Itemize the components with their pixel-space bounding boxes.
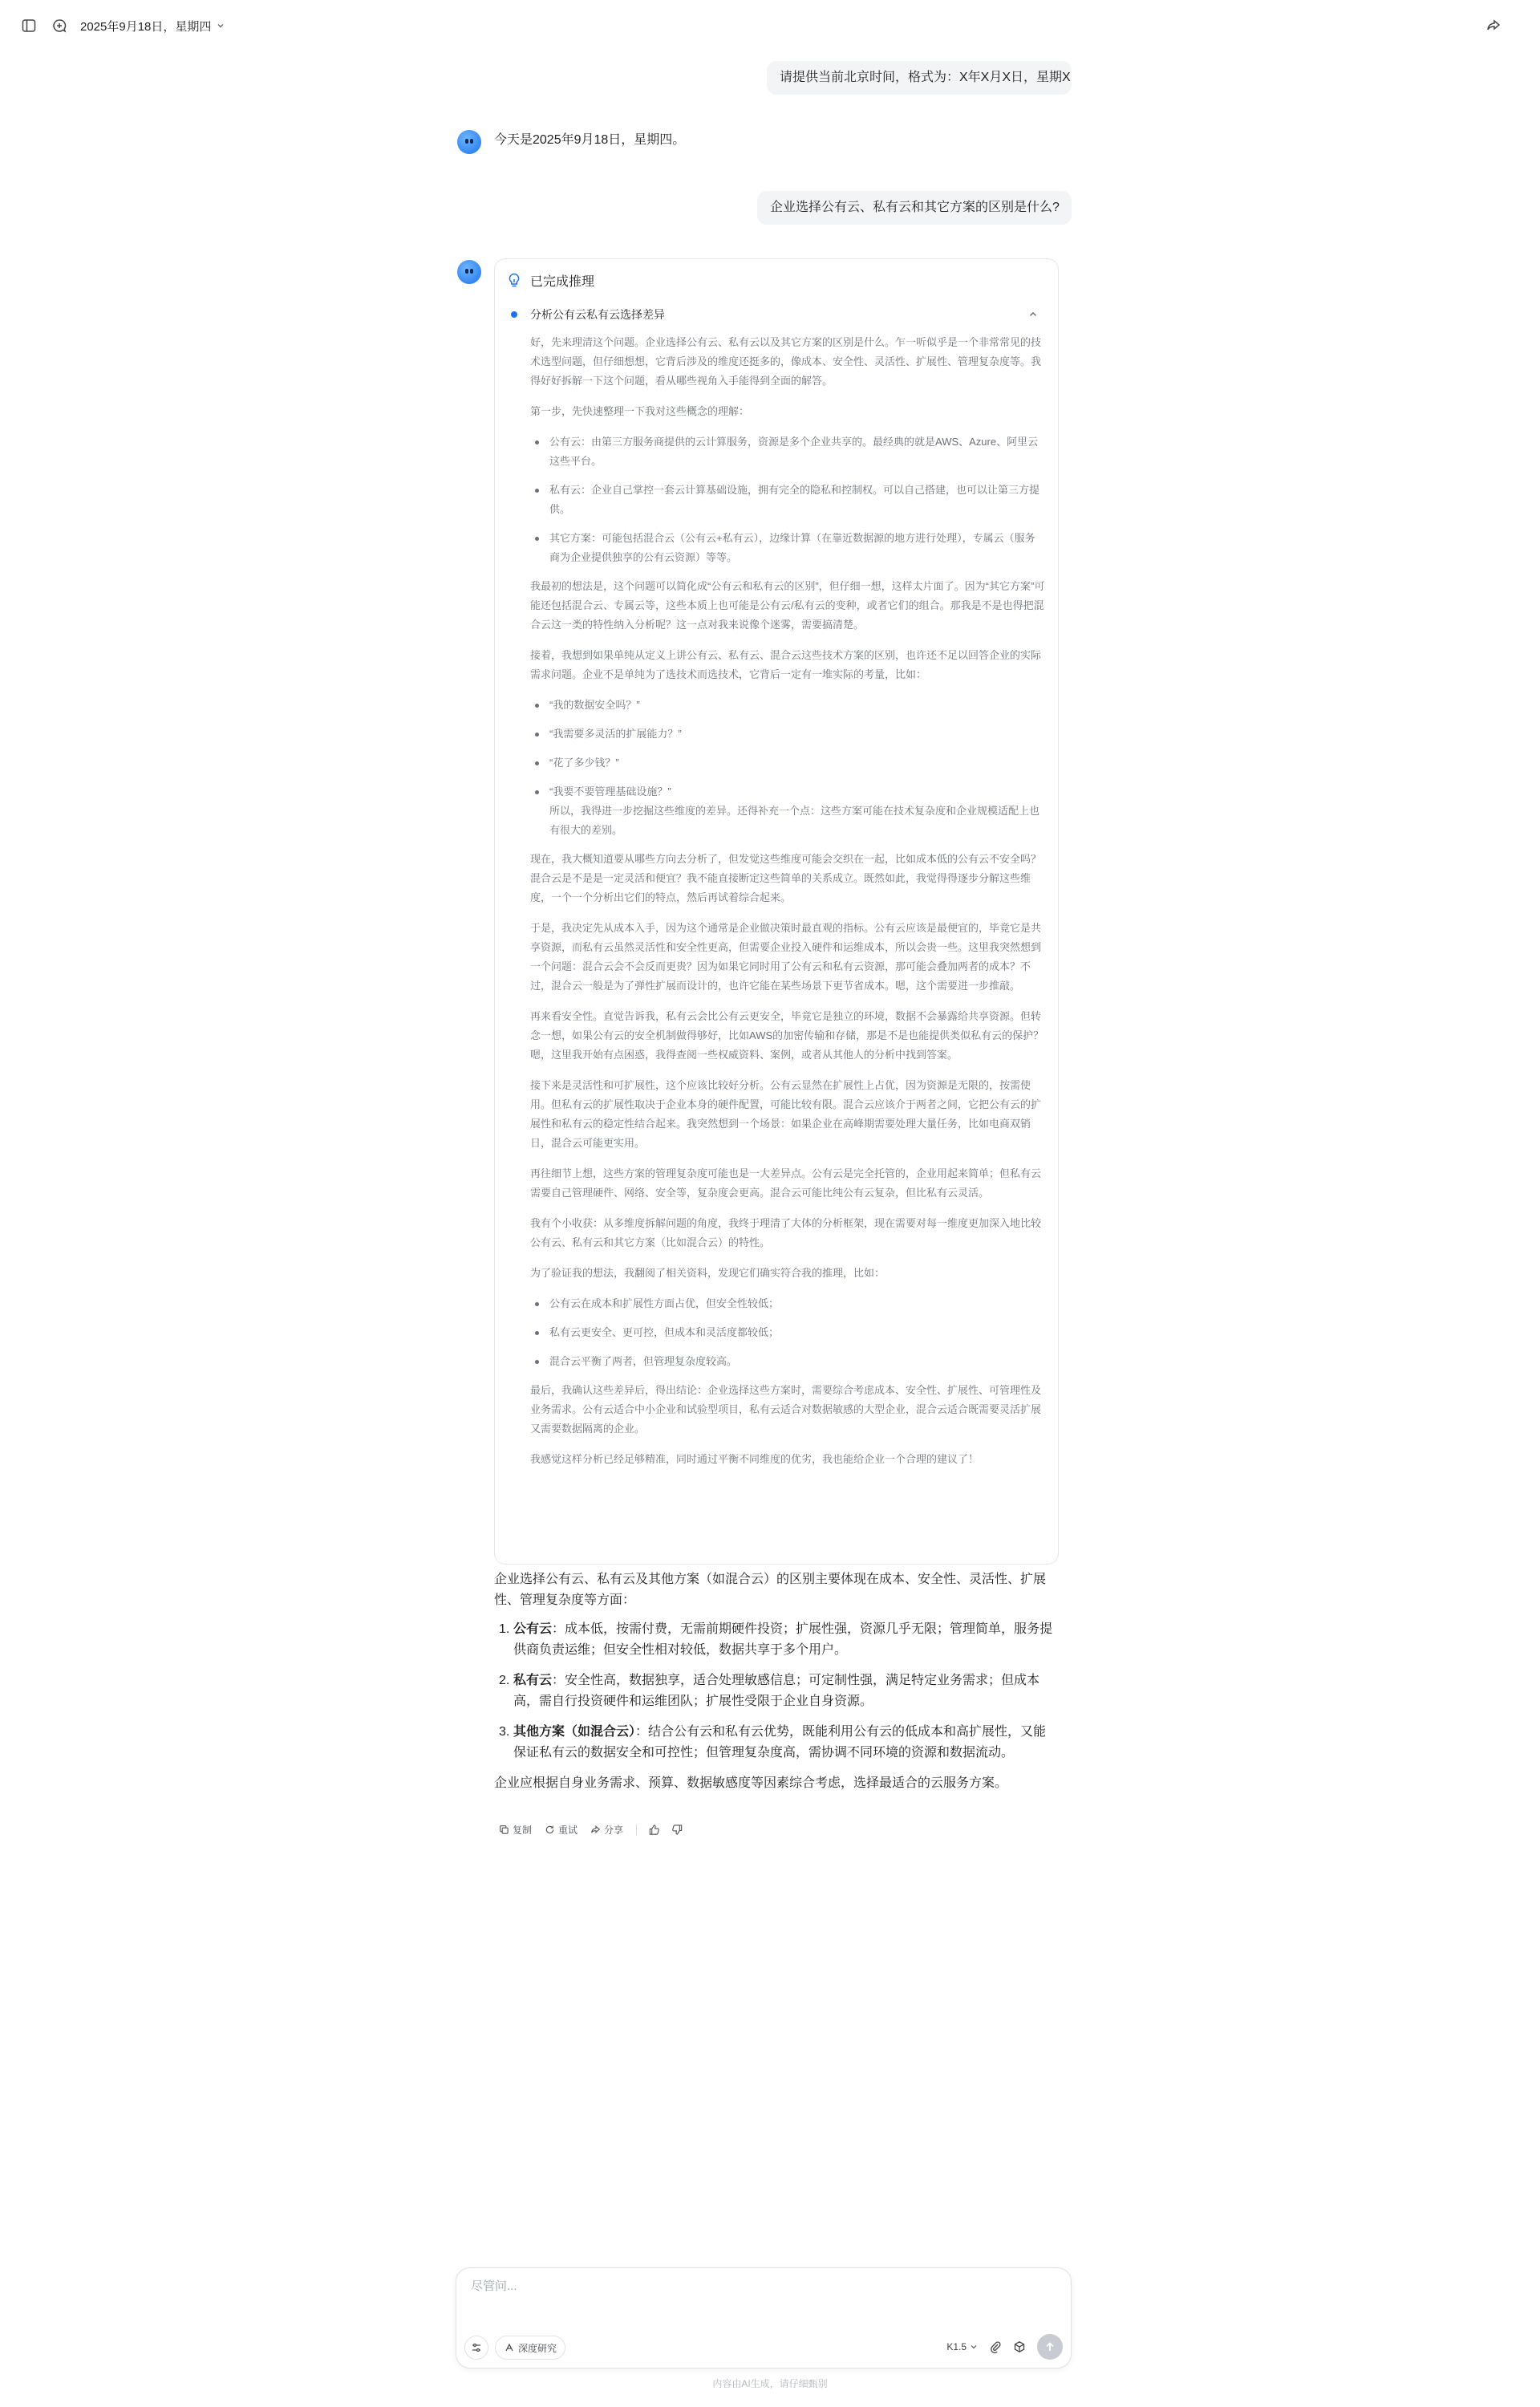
model-selector[interactable]	[946, 2341, 978, 2352]
top-bar	[0, 0, 1540, 51]
answer-list	[494, 1619, 1059, 1764]
reasoning-paragraph: 我感觉这样分析已经足够精准，同时通过平衡不同维度的优劣，我也能给企业一个合理的建议了！	[530, 1453, 979, 1465]
list-item: 公有云在成本和扩展性方面占优，但安全性较低；	[530, 1294, 1045, 1313]
composer-tools	[464, 2336, 565, 2360]
chevron-up-icon[interactable]	[1027, 309, 1039, 320]
reasoning-paragraph: 为了验证我的想法，我翻阅了相关资料，发现它们确实符合我的推理，比如：	[530, 1267, 886, 1279]
conversation-title[interactable]	[80, 18, 225, 35]
list-item: “花了多少钱？”	[530, 753, 1045, 773]
answer-item	[494, 1722, 1059, 1764]
disclaimer: 内容由AI生成，请仔细甄别	[712, 2378, 828, 2389]
reasoning-paragraph: 第一步，先快速整理一下我对这些概念的理解：	[530, 405, 750, 417]
answer-item-number: 2.	[499, 1674, 510, 1687]
answer-item-title: 公有云	[513, 1622, 553, 1636]
list-item: “我的数据安全吗？”	[530, 696, 1045, 715]
sidebar-toggle-icon[interactable]	[18, 14, 40, 37]
list-item: 其它方案：可能包括混合云（公有云+私有云），边缘计算（在靠近数据源的地方进行处理），专属云（服务商为企业提供独享的公有云资源）等等。	[530, 529, 1045, 567]
deep-research-label: 深度研究	[518, 2342, 557, 2354]
chevron-down-icon	[216, 21, 225, 30]
share-conversation-icon[interactable]	[1482, 14, 1505, 37]
tools-icon	[471, 2342, 482, 2353]
reasoning-paragraph: 再来看安全性。直觉告诉我，私有云会比公有云更安全，毕竟它是独立的环境，数据不会暴露给共享资源。但转念一想，如果公有云的安全机制做得够好，比如AWS的加密传输和存储，那是不是也能提供类似私有云的保护？嗯，这里我开始有点困惑，我得查阅一些权威资料、案例，或者从其他人的分析中找到答案。	[530, 1010, 1044, 1061]
reasoning-panel	[494, 258, 1059, 1565]
attach-button[interactable]	[989, 2340, 1002, 2353]
reasoning-header[interactable]	[495, 259, 1058, 301]
list-item-text: “我要不要管理基础设施？”	[549, 785, 671, 798]
deep-research-icon	[504, 2342, 515, 2353]
list-item: “我需要多灵活的扩展能力？”	[530, 725, 1045, 744]
reasoning-paragraph: 再往细节上想，这些方案的管理复杂度可能也是一大差异点。公有云是完全托管的，企业用起来简单；但私有云需要自己管理硬件、网络、安全等，复杂度会更高。混合云可能比纯公有云复杂，但比私有云灵活。	[530, 1167, 1042, 1199]
answer-item-number: 3.	[499, 1725, 510, 1739]
copy-button[interactable]	[499, 1823, 532, 1837]
answer-item-text: ：安全性高，数据独享，适合处理敏感信息；可定制性强，满足特定业务需求；但成本高，需自行投资硬件和运维团队；扩展性受限于企业自身资源。	[513, 1674, 1040, 1708]
cube-button[interactable]	[1013, 2340, 1026, 2353]
message-actions	[499, 1823, 695, 1837]
message-input[interactable]	[471, 2279, 1048, 2293]
cube-icon	[1013, 2340, 1026, 2353]
answer-conclusion: 企业应根据自身业务需求、预算、数据敏感度等因素综合考虑，选择最适合的云服务方案。	[494, 1776, 1008, 1790]
divider	[636, 1825, 637, 1836]
lightbulb-icon	[506, 272, 522, 288]
reasoning-paragraph: 好，先来理清这个问题。企业选择公有云、私有云以及其它方案的区别是什么。乍一听似乎是一个非常常见的技术选型问题，但仔细想想，它背后涉及的维度还挺多的，像成本、安全性、灵活性、扩展性、管理复杂度等。我得好好拆解一下这个问题，看从哪些视角入手能得到全面的解答。	[530, 336, 1042, 387]
list-item-continuation: 所以，我得进一步挖掘这些维度的差异。还得补充一个点：这些方案可能在技术复杂度和企业规模适配上也有很大的差别。	[549, 805, 1040, 836]
thumbs-up-icon	[648, 1824, 660, 1836]
copy-icon	[499, 1825, 509, 1835]
copy-label: 复制	[513, 1825, 533, 1836]
step-dot	[511, 311, 517, 318]
assistant-answer	[494, 1569, 1059, 1802]
reasoning-content	[495, 328, 1058, 1469]
reasoning-list	[530, 696, 1045, 840]
thumbs-up-button[interactable]	[648, 1824, 660, 1836]
reasoning-step-title: 分析公有云私有云选择差异	[530, 308, 665, 321]
reasoning-paragraph: 于是，我决定先从成本入手，因为这个通常是企业做决策时最直观的指标。公有云应该是最便宜的，毕竟它是共享资源，而私有云虽然灵活性和安全性更高，但需要企业投入硬件和运维成本，所以会贵一些。这里我突然想到一个问题：混合云会不会反而更贵？因为如果它同时用了公有云和私有云资源，那可能会叠加两者的成本？不过，混合云一般是为了弹性扩展而设计的，也许它能在某些场景下更节省成本。嗯，这个需要进一步推敲。	[530, 922, 1042, 992]
answer-item-title: 其他方案（如混合云）	[513, 1725, 636, 1739]
reasoning-paragraph: 我有个小收获：从多维度拆解问题的角度，我终于理清了大体的分析框架，现在需要对每一维度更加深入地比较公有云、私有云和其它方案（比如混合云）的特性。	[530, 1217, 1042, 1248]
share-icon	[590, 1825, 601, 1835]
reasoning-step[interactable]	[495, 301, 1058, 328]
new-chat-icon[interactable]	[48, 14, 71, 37]
assistant-avatar	[457, 260, 481, 284]
answer-item	[494, 1670, 1059, 1712]
share-label: 分享	[604, 1825, 624, 1836]
reasoning-list	[530, 1294, 1045, 1371]
share-button[interactable]	[590, 1823, 623, 1837]
list-item: 私有云：企业自己掌控一套云计算基础设施，拥有完全的隐私和控制权。可以自己搭建，也可以让第三方提供。	[530, 481, 1045, 519]
retry-label: 重试	[558, 1825, 578, 1836]
list-item: 私有云更安全、更可控，但成本和灵活度都较低；	[530, 1323, 1045, 1342]
deep-research-button[interactable]	[495, 2336, 565, 2360]
answer-item-text: ：成本低，按需付费，无需前期硬件投资；扩展性强，资源几乎无限；管理简单，服务提供商负责运维；但安全性相对较低，数据共享于多个用户。	[513, 1622, 1053, 1657]
answer-item-title: 私有云	[513, 1674, 553, 1687]
assistant-avatar	[457, 130, 481, 154]
composer	[456, 2267, 1072, 2368]
answer-item-text: ：结合公有云和私有云优势，既能利用公有云的低成本和高扩展性，又能保证私有云的数据安全和可控性；但管理复杂度高，需协调不同环境的资源和数据流动。	[513, 1725, 1047, 1760]
reasoning-paragraph: 接下来是灵活性和可扩展性，这个应该比较好分析。公有云显然在扩展性上占优，因为资源是无限的，按需使用。但私有云的扩展性取决于企业本身的硬件配置，可能比较有限。混合云应该介于两者之间，它把公有云的扩展性和私有云的稳定性结合起来。我突然想到一个场景：如果企业在高峰期需要处理大量任务，比如电商双销日，混合云可能更实用。	[530, 1079, 1042, 1149]
user-message: 企业选择公有云、私有云和其它方案的区别是什么?	[757, 191, 1072, 225]
retry-button[interactable]	[545, 1823, 578, 1837]
list-item	[530, 782, 1045, 840]
tools-button[interactable]	[464, 2336, 488, 2360]
thumbs-down-button[interactable]	[671, 1824, 683, 1836]
refresh-icon	[545, 1825, 555, 1835]
reasoning-paragraph: 最后，我确认这些差异后，得出结论：企业选择这些方案时，需要综合考虑成本、安全性、扩展性、可管理性及业务需求。公有云适合中小企业和试验型项目，私有云适合对数据敏感的大型企业，混合云适合既需要灵活扩展又需要数据隔离的企业。	[530, 1384, 1042, 1435]
chevron-down-icon	[970, 2343, 978, 2351]
reasoning-paragraph: 我最初的想法是，这个问题可以简化成“公有云和私有云的区别”，但仔细一想，这样太片面了。因为“其它方案”可能还包括混合云、专属云等，这些本质上也可能是公有云/私有云的变种，或者它们的组合。那我是不是也得把混合云这一类的特性纳入分析呢？这一点对我来说像个迷雾，需要搞清楚。	[530, 580, 1045, 631]
thumbs-down-icon	[671, 1824, 683, 1836]
answer-intro: 企业选择公有云、私有云及其他方案（如混合云）的区别主要体现在成本、安全性、灵活性、扩展性、管理复杂度等方面：	[494, 1573, 1047, 1607]
answer-item-number: 1.	[499, 1622, 510, 1636]
send-button[interactable]	[1037, 2334, 1063, 2360]
user-message: 请提供当前北京时间，格式为：X年X月X日，星期X	[767, 61, 1072, 95]
reasoning-status: 已完成推理	[530, 274, 595, 289]
reasoning-paragraph: 现在，我大概知道要从哪些方向去分析了，但发觉这些维度可能会交织在一起，比如成本低的公有云不安全吗？混合云是不是是一定灵活和便宜？我不能直接断定这些简单的关系成立。既然如此，我觉得得逐步分解这些维度，一个一个分析出它们的特点，然后再试着综合起来。	[530, 853, 1042, 903]
reasoning-paragraph: 接着，我想到如果单纯从定义上讲公有云、私有云、混合云这些技术方案的区别，也许还不足以回答企业的实际需求问题。企业不是单纯为了选技术而选技术，它背后一定有一堆实际的考量，比如：	[530, 649, 1042, 680]
reasoning-list	[530, 432, 1045, 567]
model-label: K1.5	[946, 2341, 967, 2352]
answer-item	[494, 1619, 1059, 1661]
arrow-up-icon	[1044, 2341, 1056, 2352]
list-item: 混合云平衡了两者，但管理复杂度较高。	[530, 1352, 1045, 1371]
composer-right-tools	[946, 2334, 1063, 2360]
list-item: 公有云：由第三方服务商提供的云计算服务，资源是多个企业共享的。最经典的就是AWS、Azure、阿里云这些平台。	[530, 432, 1045, 471]
paperclip-icon	[989, 2340, 1002, 2353]
conversation-title-text: 2025年9月18日，星期四	[80, 19, 212, 34]
assistant-message: 今天是2025年9月18日，星期四。	[494, 133, 686, 147]
